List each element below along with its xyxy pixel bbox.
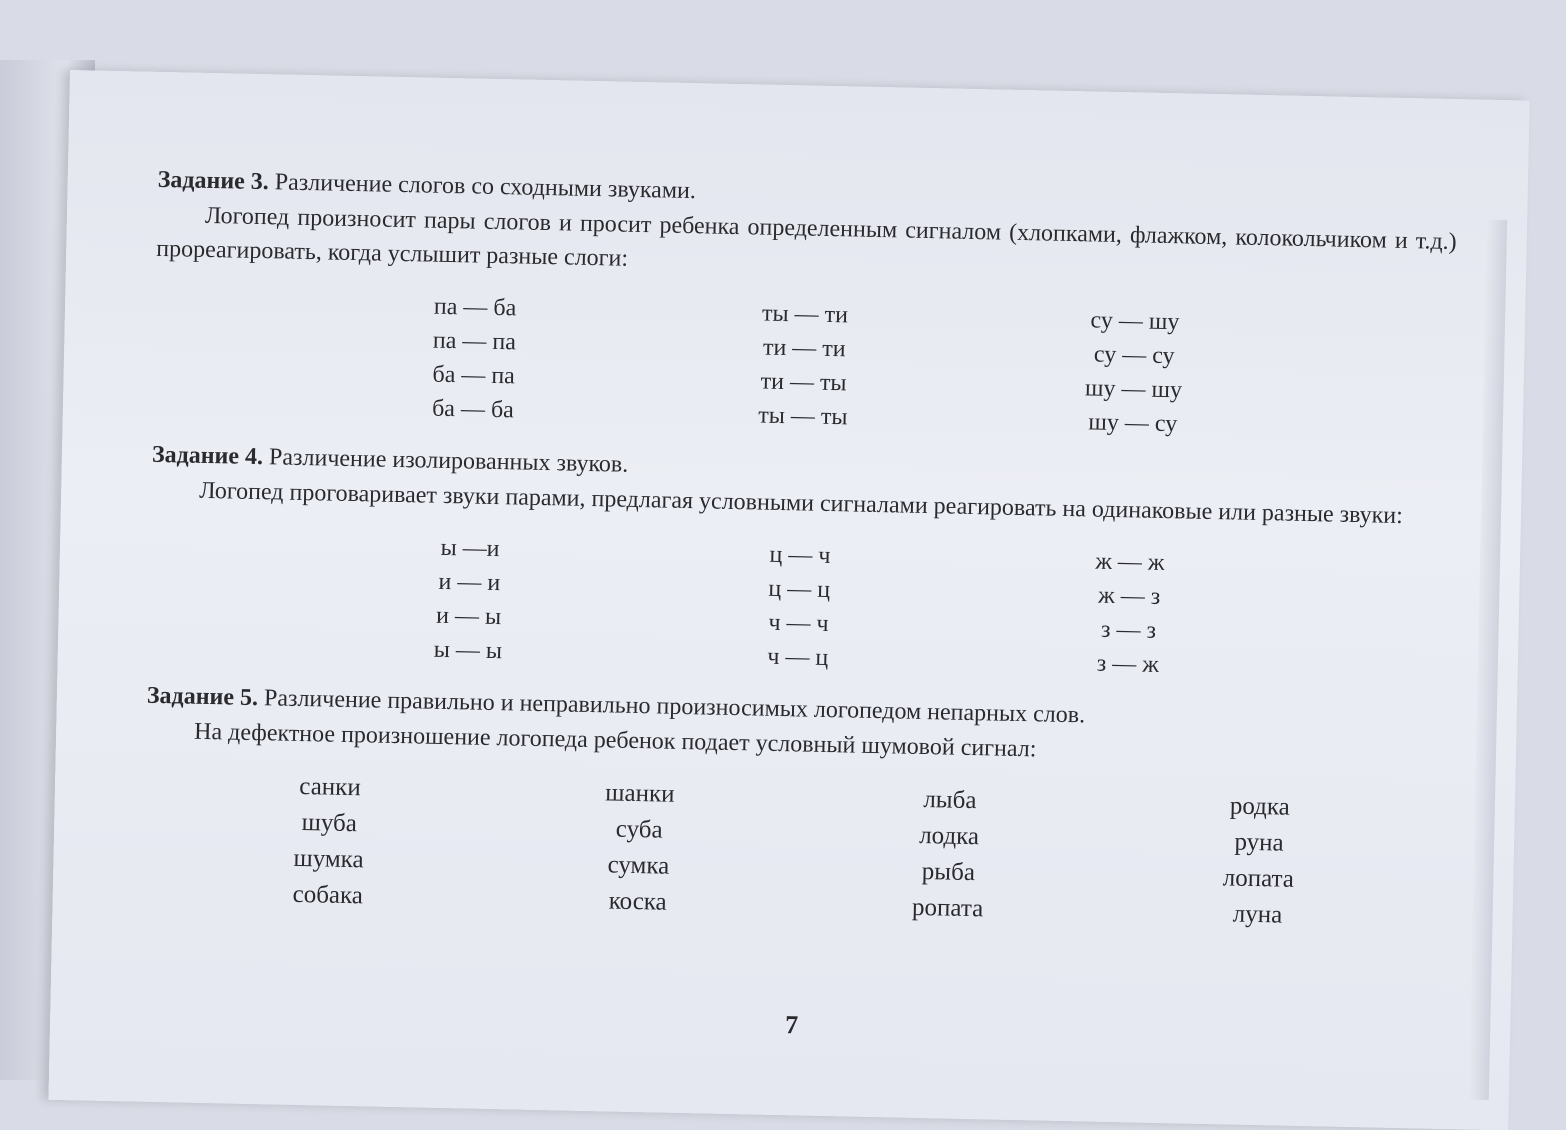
syllable-pair: ти — ти — [762, 334, 846, 363]
syllable-pair: ба — па — [432, 361, 516, 390]
task-4-sound-table — [148, 525, 1451, 688]
syllable-pair: ты — ти — [761, 300, 849, 329]
task-3-column-3 — [968, 301, 1301, 444]
book-page — [48, 70, 1529, 1130]
page-stack-edge — [1469, 220, 1507, 1100]
word: ропата — [911, 893, 984, 923]
task-4-column-3 — [962, 542, 1295, 685]
task-5-heading: Различение правильно и неправильно произносимых логопедом непарных слов. — [257, 685, 1086, 729]
task-5 — [142, 683, 1446, 937]
sound-pair: ц — ц — [768, 575, 831, 604]
word: собака — [292, 880, 364, 910]
syllable-pair: шу — шу — [1084, 375, 1183, 404]
task-3-syllable-table — [153, 284, 1456, 447]
task-3-column-1 — [308, 287, 641, 430]
sound-pair: ч — ч — [768, 609, 829, 638]
task-5-column-4 — [1102, 786, 1415, 936]
word: рыба — [921, 858, 976, 887]
task-3-instructions: Логопед произносит пары слогов и просит ребенка определенным сигналом (хлопками, флажком, колокольчиком и т.д.) прореагировать, когда услышит разные слоги: — [156, 202, 1457, 272]
syllable-pair: шу — су — [1088, 409, 1178, 438]
syllable-pair: ба — ба — [431, 395, 515, 424]
syllable-pair: па — па — [432, 327, 517, 356]
syllable-pair: су — су — [1093, 341, 1175, 370]
sound-pair: ч — ц — [767, 643, 829, 672]
task-4-column-2 — [633, 535, 966, 678]
word: санки — [299, 772, 362, 802]
task-5-instructions: На дефектное произношение логопеда ребенок подает условный шумовой сигнал: — [193, 718, 1037, 763]
task-4-heading: Различение изолированных звуков. — [262, 444, 629, 478]
task-3 — [153, 167, 1458, 447]
syllable-pair: ти — ты — [760, 368, 847, 397]
sound-pair: ж — з — [1097, 582, 1161, 610]
sound-pair: ж — ж — [1095, 548, 1165, 577]
task-4-instructions: Логопед проговаривает звуки парами, предлагая условными сигналами реагировать на одинаковые или разные звуки: — [198, 477, 1404, 530]
word: коска — [608, 887, 667, 916]
sound-pair: и — ы — [435, 602, 502, 631]
page-number: 7 — [784, 1010, 799, 1040]
word: луна — [1232, 900, 1283, 929]
task-5-word-table — [142, 766, 1445, 937]
sound-pair: ы —и — [440, 534, 500, 563]
task-4-column-1 — [303, 528, 636, 671]
sound-pair: з — з — [1100, 616, 1157, 644]
word: шанки — [605, 779, 675, 808]
task-3-column-2 — [638, 294, 971, 437]
task-4-number: Задание 4. — [151, 441, 264, 471]
word: руна — [1234, 828, 1284, 857]
task-5-column-2 — [482, 773, 795, 923]
word: суба — [615, 815, 663, 844]
page-content — [142, 167, 1458, 959]
syllable-pair: ты — ты — [758, 402, 848, 431]
word: сумка — [607, 851, 670, 880]
syllable-pair: па — ба — [433, 293, 517, 322]
syllable-pair: су — шу — [1090, 307, 1180, 336]
word: шуба — [301, 809, 358, 838]
word: лыба — [923, 786, 977, 815]
task-3-heading: Различение слогов со сходными звуками. — [268, 169, 697, 205]
task-5-column-3 — [792, 779, 1105, 929]
task-3-number: Задание 3. — [157, 166, 270, 196]
task-4 — [148, 442, 1452, 688]
sound-pair: ы — ы — [433, 636, 503, 665]
word: родка — [1229, 792, 1291, 821]
word: лопата — [1222, 864, 1295, 893]
task-5-number: Задание 5. — [146, 682, 259, 712]
word: лодка — [918, 821, 980, 851]
sound-pair: з — ж — [1096, 650, 1160, 678]
sound-pair: и — и — [438, 568, 501, 597]
task-5-column-1 — [172, 766, 485, 916]
sound-pair: ц — ч — [769, 541, 831, 570]
word: шумка — [293, 844, 364, 874]
